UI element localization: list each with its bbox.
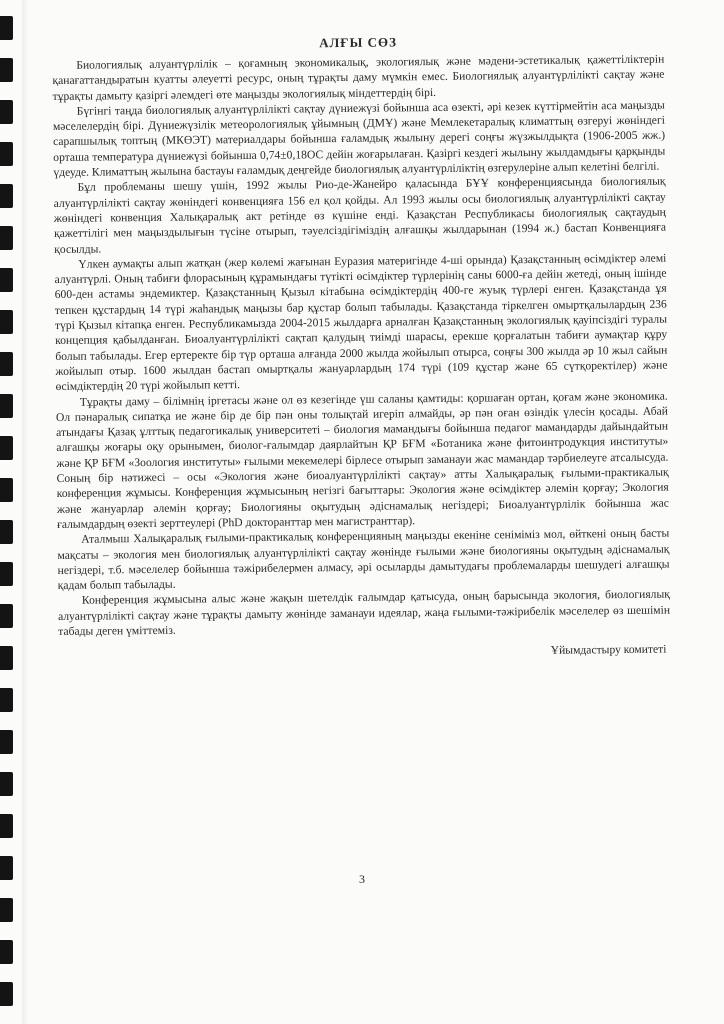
binding-hole — [0, 100, 13, 124]
paragraph: Аталмыш Халықаралық ғылыми-практикалық конференцияның маңызды екеніне сеніміміз мол, өйткені оның басты мақсаты – экология мен биологиялық алуантүрлілікті сақтау жөнінде ғылыми және биологияны оқытудың әдіснамалық негіздері, т.б. мәселелер бойынша тәжірибелермен алмасу, әрі осыларды дамытудағы проблемаларды шешудегі алғашқы қадам болып табылады. — [57, 526, 670, 593]
paragraph: Бүгінгі таңда биологиялық алуантүрлілікті сақтау дүниежүзі бойынша аса өзекті, әрі кезек күттірмейтін аса маңызды мәселелердің бірі. Дүниежүзілік метеорологиялық ұйымның (ДМҰ) және Мемлекетаралық климаттың өзгеруі жөніндегі сарапшылық топтың (МКӨЭТ) материалдары бойынша ғаламдық жылыну дерегі соңғы жүзжылдықта (1906-2005 жж.) орташа температура дүниежүзі бойынша 0,74±0,18ОС дейін жоғарылаған. Қазіргі кездегі жылыну жылдамдығы қарқынды үдеуде. Климаттың жылына бастауы ғаламдық деңгейде биологиялық алуантүрліліктің өзгерулеріне алып келетіні белгілі. — [52, 98, 666, 180]
binding-hole — [0, 646, 13, 670]
binding-hole — [0, 16, 13, 40]
signature: Ұйымдастыру комитеті — [550, 642, 667, 658]
binding-hole — [0, 814, 13, 838]
paragraph: Үлкен аумақты алып жатқан (жер көлемі жағынан Еуразия материгінде 4-ші орында) Қазақстанның өсімдіктер әлемі алуантүрлі. Оның табиғи флорасының құрамындағы түтікті өсімдіктер түрлерінің саны 6000-ға дейін жетеді, оның ішінде 600-ден астамы эндемиктер. Қазақстанның Қызыл кітабына өсімдіктердің 400-ге жуық түрлері енген. Қазақстанда ұя тепкен құстардың 14 түрі жаһандық маңызы бар құстар болып табылады. Қазақстанда тіркелген омыртқалылардың 236 түрі Қызыл кітапқа енген. Республикамызда 2004-2015 жылдарға арналған Қазақстанның экологиялық қауіпсіздігі туралы концепция қабылданған. Биоалуантүрлілікті сақтап қалудың тиімді шарасы, ерекше қорғалатын табиғи аумақтар құру болып табылады. Егер ертеректе бір түр орташа алғанда 2000 жылда жойылып отырса, соңғы 300 жылда әр 10 жыл сайын жойылып отыр. 1600 жылдан бастап омыртқалы жануарлардың 174 түрі (109 құстар және 65 сүтқоректілер) және өсімдіктердің 20 түрі жойылып кетті. — [54, 251, 668, 394]
spiral-binding — [0, 0, 22, 1024]
binding-hole — [0, 520, 13, 544]
binding-hole — [0, 436, 13, 460]
paragraph: Бұл проблеманы шешу үшін, 1992 жылы Рио-де-Жанейро қаласында БҰҰ конференциясында биологиялық алуантүрлілікті сақтау жөніндегі конвенцияға 156 ел қол қойды. Ал 1993 жылы осы биологиялық алуантүрлілікті сақтау жөніндегі конвенция Халықаралық акт ретінде өз күшіне енді. Қазақстан Республикасы биологиялық сақтаудың қажеттілігі мен маңыздылығын түсіне отырып, тәуелсіздігіміздің алғашқы жылдарынан (1994 ж.) бастап Конвенцияға қосылды. — [53, 174, 667, 256]
binding-hole — [0, 58, 13, 82]
binding-hole — [0, 184, 13, 208]
binding-hole — [0, 772, 13, 796]
binding-hole — [0, 142, 13, 166]
page-number: 3 — [359, 872, 365, 886]
paragraph: Тұрақты даму – білімнің іргетасы және ол өз кезегінде үш саланы қамтиды: қоршаған ортан, қоғам және экономика. Ол пәнаралық сипатқа ие және бір де бір пән оны толықтай игеріп алмайды, әр пән оған өзіндік үлесін қосады. Абай атындағы Қазақ ұлттық педагогикалық университеті – биология мамандығы бойынша педагог мамандарды дайындайтын алғашқы жоғары оқу орынымен, биолог-ғалымдар даярлайтын ҚР БҒМ «Ботаника және фитоинтродукция институты» және ҚР БҒМ «Зоология институты» ғылыми мекемелері бірлесе отырып заманауи жас мамандар тәрбиелеуге атсалысуда. Соның бір нәтижесі – осы «Экология және биоалуантүрлілікті сақтау» атты Халықаралық ғылыми-практикалық конференция жұмысы. Конференция жұмысының негізгі бағыттары: Экология және өсімдіктер әлемін қорғау; Экология және жануарлар әлемін қорғау; Биологияны оқытудың әдіснамалық негіздері; Биоалуантүрлілік бойынша жас ғалымдардың өзекті зерттеулері (PhD докторанттар мен магистранттар). — [55, 389, 669, 531]
binding-hole — [0, 604, 13, 628]
binding-hole — [0, 940, 13, 964]
binding-hole — [0, 310, 13, 334]
page-title: АЛҒЫ СӨЗ — [319, 34, 397, 51]
binding-hole — [0, 562, 13, 586]
page-fold-shadow — [22, 0, 28, 1024]
binding-hole — [0, 268, 13, 292]
paragraph: Конференция жұмысына алыс және жақын шетелдік ғалымдар қатысуда, оның барысында экология, биологиялық алуантүрлілікті сақтау және тұрақты дамыту жөнінде заманауи идеялар, жаңа ғылыми-тәжірибелік мәселелер өз шешімін табады деген үміттеміз. — [57, 587, 671, 638]
paragraph: Биологиялық алуантүрлілік – қоғамның экономикалық, экологиялық және мәдени-эстетикалық қажеттіліктерін қанағаттандыратын куатты әлеуетті ресурс, оның тұрақты даму мүмкін емес. Биологиялық алуантүрлілікті сақтау және тұрақты дамыту қазіргі әлемдегі өте маңызды экологиялық міндеттердің бірі. — [52, 52, 665, 103]
binding-hole — [0, 478, 13, 502]
binding-hole — [0, 982, 13, 1006]
binding-hole — [0, 688, 13, 712]
binding-hole — [0, 394, 13, 418]
binding-hole — [0, 352, 13, 376]
binding-hole — [0, 226, 13, 250]
binding-hole — [0, 730, 13, 754]
page-content — [52, 32, 671, 663]
binding-hole — [0, 898, 13, 922]
